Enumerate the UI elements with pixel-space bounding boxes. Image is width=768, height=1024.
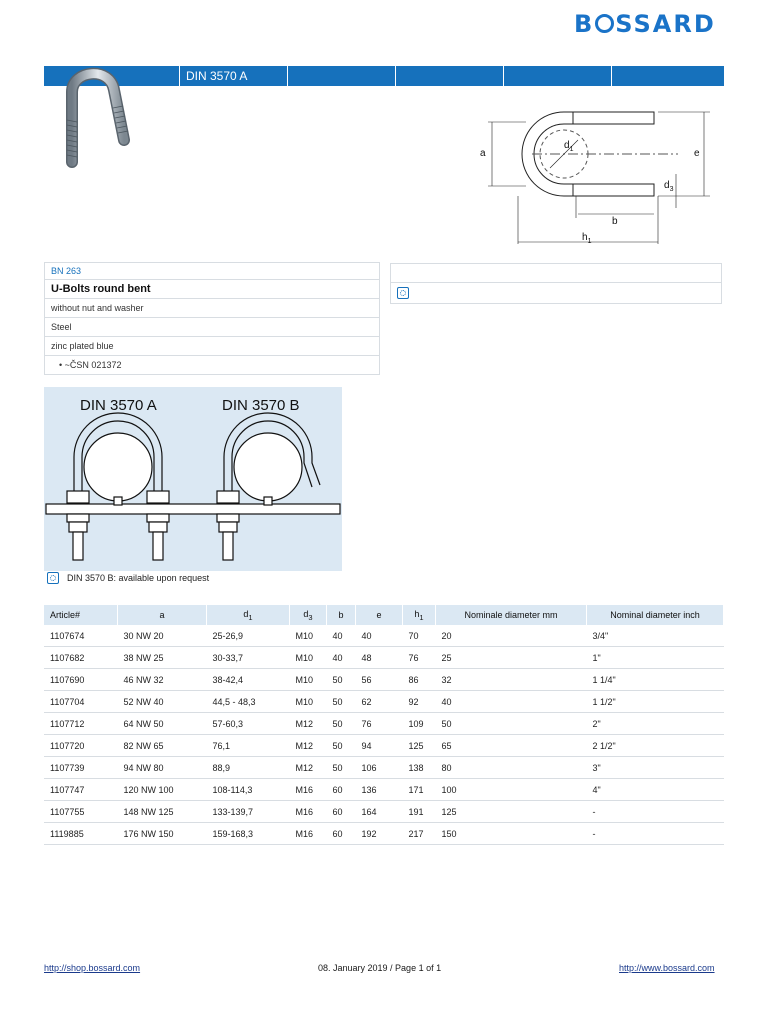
product-info-box: [44, 262, 380, 375]
table-cell: 60: [327, 801, 356, 823]
table-cell: 191: [403, 801, 436, 823]
table-cell: 30 NW 20: [118, 625, 207, 647]
dim-e: e: [694, 148, 700, 159]
table-cell: 100: [436, 779, 587, 801]
table-row: [44, 757, 724, 779]
table-cell: 138: [403, 757, 436, 779]
table-cell: 217: [403, 823, 436, 845]
table-cell: M10: [290, 647, 327, 669]
product-title: U-Bolts round bent: [45, 279, 379, 298]
table-cell: 40: [436, 691, 587, 713]
table-cell: 76,1: [207, 735, 290, 757]
table-row: [44, 823, 724, 845]
table-cell: M12: [290, 735, 327, 757]
dim-d1: $d_1$: [564, 140, 574, 153]
table-cell: -: [587, 801, 724, 823]
dim-d3: $d_3$: [664, 180, 674, 193]
table-cell: 86: [403, 669, 436, 691]
bossard-logo: B SSARD: [574, 10, 716, 38]
table-cell: 1107712: [44, 713, 118, 735]
table-cell: 2 1/2": [587, 735, 724, 757]
standard-reference: • ~ČSN 021372: [45, 355, 379, 374]
table-cell: 30-33,7: [207, 647, 290, 669]
table-cell: 1107739: [44, 757, 118, 779]
table-cell: 1107690: [44, 669, 118, 691]
table-cell: 171: [403, 779, 436, 801]
table-cell: 46 NW 32: [118, 669, 207, 691]
table-cell: M16: [290, 779, 327, 801]
table-cell: 92: [403, 691, 436, 713]
table-cell: 1107747: [44, 779, 118, 801]
u-bolt-product-image: [58, 62, 138, 172]
table-cell: 38 NW 25: [118, 647, 207, 669]
material: Steel: [45, 317, 379, 336]
table-cell: 44,5 - 48,3: [207, 691, 290, 713]
table-row: [44, 669, 724, 691]
footer-date-page: 08. January 2019 / Page 1 of 1: [318, 963, 442, 973]
table-cell: 192: [356, 823, 403, 845]
footer-website-link[interactable]: http://www.bossard.com: [619, 963, 715, 973]
table-cell: 1": [587, 647, 724, 669]
col-a: a: [118, 605, 207, 625]
table-cell: -: [587, 823, 724, 845]
table-cell: 88,9: [207, 757, 290, 779]
table-cell: 50: [327, 691, 356, 713]
table-cell: 125: [436, 801, 587, 823]
table-cell: 3": [587, 757, 724, 779]
table-cell: 52 NW 40: [118, 691, 207, 713]
table-cell: 3/4": [587, 625, 724, 647]
table-cell: 1107704: [44, 691, 118, 713]
table-cell: 50: [436, 713, 587, 735]
table-cell: 1119885: [44, 823, 118, 845]
table-cell: 136: [356, 779, 403, 801]
col-article: Article#: [44, 605, 118, 625]
table-row: [44, 713, 724, 735]
table-cell: 1107674: [44, 625, 118, 647]
header-bar: [44, 66, 724, 86]
table-cell: 50: [327, 713, 356, 735]
table-cell: 2": [587, 713, 724, 735]
bullet: •: [59, 360, 63, 370]
availability-note: DIN 3570 B: available upon request: [44, 572, 209, 584]
table-cell: 32: [436, 669, 587, 691]
dim-a: a: [480, 148, 486, 159]
table-row: [44, 779, 724, 801]
table-cell: 64 NW 50: [118, 713, 207, 735]
table-row: [44, 647, 724, 669]
table-cell: 62: [356, 691, 403, 713]
table-row: [44, 735, 724, 757]
dim-b: b: [612, 216, 618, 227]
table-cell: 60: [327, 779, 356, 801]
table-cell: 133-139,7: [207, 801, 290, 823]
table-cell: 76: [356, 713, 403, 735]
table-cell: M16: [290, 823, 327, 845]
table-cell: 125: [403, 735, 436, 757]
dim-h1: $h_1$: [582, 232, 592, 245]
table-cell: 1107682: [44, 647, 118, 669]
table-cell: 60: [327, 823, 356, 845]
feature-box: [390, 263, 722, 304]
table-cell: 40: [356, 625, 403, 647]
table-cell: M12: [290, 713, 327, 735]
table-cell: 40: [327, 647, 356, 669]
gear-icon: [47, 572, 59, 584]
table-cell: 50: [327, 735, 356, 757]
table-cell: 57-60,3: [207, 713, 290, 735]
table-header-row: [44, 605, 724, 625]
table-cell: 25: [436, 647, 587, 669]
table-row: [44, 625, 724, 647]
col-e: e: [356, 605, 403, 625]
bn-number: BN 263: [51, 266, 82, 276]
technical-drawing: [478, 104, 718, 246]
table-cell: 65: [436, 735, 587, 757]
table-row: [44, 801, 724, 823]
table-cell: 1 1/2": [587, 691, 724, 713]
table-cell: 164: [356, 801, 403, 823]
table-cell: 176 NW 150: [118, 823, 207, 845]
variants-illustration: [44, 387, 342, 571]
footer-shop-link[interactable]: http://shop.bossard.com: [44, 963, 141, 973]
header-title: DIN 3570 A: [180, 66, 288, 86]
table-cell: 159-168,3: [207, 823, 290, 845]
table-cell: 94: [356, 735, 403, 757]
variants-drawing: [44, 387, 342, 571]
table-cell: 94 NW 80: [118, 757, 207, 779]
surface-finish: zinc plated blue: [45, 336, 379, 355]
table-cell: M16: [290, 801, 327, 823]
variant-b-label: DIN 3570 B: [222, 397, 300, 414]
table-cell: 25-26,9: [207, 625, 290, 647]
table-cell: M10: [290, 625, 327, 647]
col-d3: $d_3$: [290, 605, 327, 625]
table-cell: 82 NW 65: [118, 735, 207, 757]
table-cell: M12: [290, 757, 327, 779]
table-cell: 150: [436, 823, 587, 845]
table-cell: 148 NW 125: [118, 801, 207, 823]
table-row: [44, 691, 724, 713]
col-nominal-inch: Nominal diameter inch: [587, 605, 724, 625]
table-cell: 56: [356, 669, 403, 691]
article-table: [44, 605, 724, 845]
col-h1: $h_1$: [403, 605, 436, 625]
table-cell: 48: [356, 647, 403, 669]
table-cell: 50: [327, 757, 356, 779]
table-cell: 76: [403, 647, 436, 669]
table-cell: M10: [290, 691, 327, 713]
table-cell: M10: [290, 669, 327, 691]
table-cell: 120 NW 100: [118, 779, 207, 801]
gear-icon: [397, 287, 409, 299]
table-cell: 4": [587, 779, 724, 801]
table-cell: 40: [327, 625, 356, 647]
table-cell: 1107755: [44, 801, 118, 823]
col-nominal-mm: Nominale diameter mm: [436, 605, 587, 625]
table-cell: 106: [356, 757, 403, 779]
table-cell: 1107720: [44, 735, 118, 757]
table-cell: 1 1/4": [587, 669, 724, 691]
col-d1: $d_1$: [207, 605, 290, 625]
variant-a-label: DIN 3570 A: [80, 397, 157, 414]
logo-o-ring: [595, 14, 614, 33]
product-description: without nut and washer: [45, 298, 379, 317]
table-cell: 70: [403, 625, 436, 647]
table-cell: 80: [436, 757, 587, 779]
table-cell: 109: [403, 713, 436, 735]
table-cell: 38-42,4: [207, 669, 290, 691]
table-cell: 20: [436, 625, 587, 647]
col-b: b: [327, 605, 356, 625]
table-cell: 50: [327, 669, 356, 691]
table-cell: 108-114,3: [207, 779, 290, 801]
